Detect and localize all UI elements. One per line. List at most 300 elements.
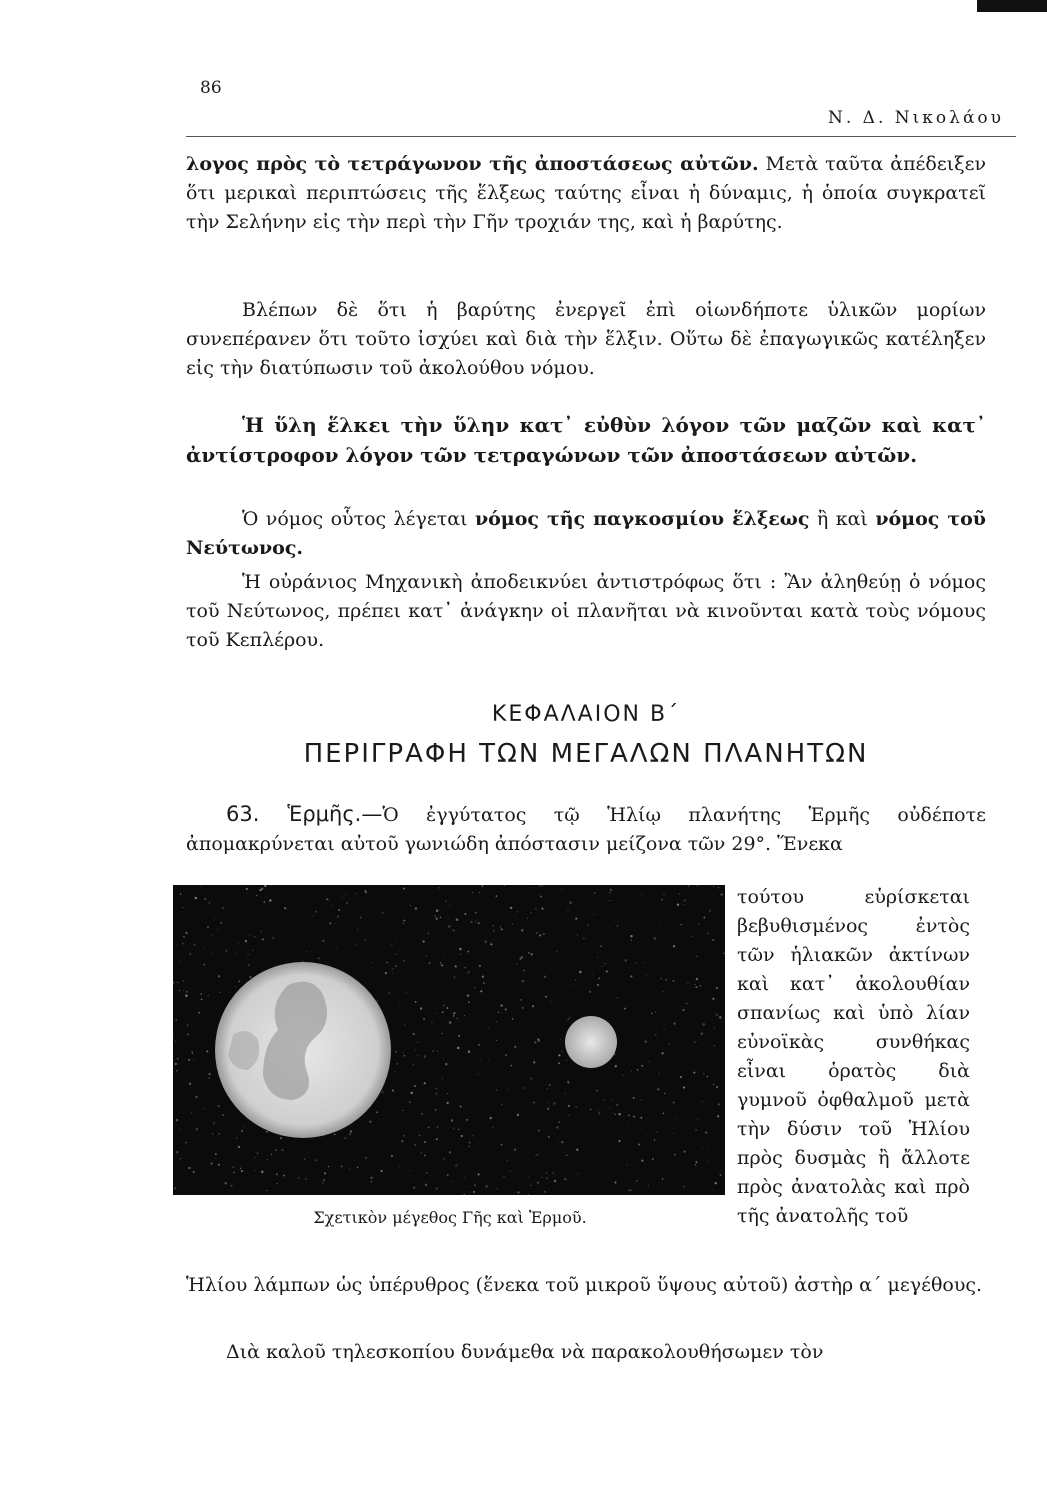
star-speck xyxy=(488,1028,489,1029)
star-speck xyxy=(204,947,205,948)
star-speck xyxy=(533,1061,535,1063)
star-speck xyxy=(188,1059,190,1061)
star-speck xyxy=(666,1061,667,1062)
star-speck xyxy=(655,1011,656,1012)
star-speck xyxy=(247,954,249,956)
star-speck xyxy=(688,885,690,886)
star-speck xyxy=(454,976,456,978)
wrapped-text-column: τούτου εὑρίσκεται βεβυθισμένος ἐντὸς τῶν ἡλιακῶν ἀκτίνων καὶ κατ᾽ ἀκολουθίαν σπανίως καὶ ὑπὸ λίαν εὐνοϊκὰς συνθήκας εἶναι ὁρατὸς διὰ γυμνοῦ ὀφθαλμοῦ μετὰ τὴν δύσιν τοῦ Ἡλίου πρὸς δυσμὰς ἢ ἄλλοτε πρὸς ἀνατολὰς καὶ πρὸ τῆς ἀνατολῆς τοῦ xyxy=(737,886,970,1227)
star-speck xyxy=(605,1157,606,1158)
star-speck xyxy=(696,956,698,958)
star-speck xyxy=(660,978,662,980)
star-speck xyxy=(435,915,436,916)
star-speck xyxy=(612,1099,613,1100)
star-speck xyxy=(211,935,212,936)
star-speck xyxy=(496,1089,498,1091)
star-speck xyxy=(452,929,454,931)
star-speck xyxy=(530,1077,532,1079)
star-speck xyxy=(509,1004,510,1005)
star-speck xyxy=(318,957,320,959)
star-speck xyxy=(631,940,632,941)
star-speck xyxy=(707,933,709,935)
star-speck xyxy=(455,965,457,967)
star-speck xyxy=(622,1075,624,1077)
star-speck xyxy=(577,934,578,935)
star-speck xyxy=(342,897,343,898)
star-speck xyxy=(175,1019,177,1021)
star-speck xyxy=(451,1181,452,1182)
star-speck xyxy=(640,1117,642,1119)
star-speck xyxy=(218,1164,220,1166)
star-speck xyxy=(403,923,404,924)
star-speck xyxy=(702,1147,703,1148)
star-speck xyxy=(403,1135,404,1136)
star-speck xyxy=(222,907,224,909)
star-speck xyxy=(530,912,532,914)
star-speck xyxy=(229,992,230,993)
star-speck xyxy=(616,1104,618,1106)
star-speck xyxy=(569,1017,570,1018)
star-speck xyxy=(276,1183,277,1184)
star-speck xyxy=(413,1186,416,1189)
running-head xyxy=(186,78,1016,138)
star-speck xyxy=(218,929,219,930)
star-speck xyxy=(673,1101,675,1103)
star-speck xyxy=(614,1113,616,1115)
star-speck xyxy=(323,1179,325,1181)
star-speck xyxy=(703,917,705,919)
header-rule xyxy=(186,136,1016,137)
star-speck xyxy=(410,905,411,906)
star-speck xyxy=(538,1129,540,1131)
star-speck xyxy=(567,1081,569,1083)
star-speck xyxy=(261,1171,264,1174)
star-speck xyxy=(492,925,493,926)
star-speck xyxy=(391,1155,393,1157)
star-speck xyxy=(220,922,222,924)
star-speck xyxy=(706,1076,708,1078)
star-speck xyxy=(597,956,598,957)
star-speck xyxy=(272,937,274,939)
star-speck xyxy=(176,1070,178,1072)
star-speck xyxy=(401,1140,403,1142)
running-title: Ν. Δ. Νικολάου xyxy=(828,108,1004,128)
star-speck xyxy=(635,962,636,963)
star-speck xyxy=(230,1185,232,1187)
star-speck xyxy=(648,1185,649,1186)
star-speck xyxy=(263,901,265,903)
star-speck xyxy=(350,1130,352,1132)
star-speck xyxy=(414,1049,415,1050)
star-speck xyxy=(673,945,675,947)
star-speck xyxy=(480,990,482,992)
star-speck xyxy=(453,1015,455,1017)
star-speck xyxy=(708,1150,709,1151)
star-speck xyxy=(539,885,541,887)
star-speck xyxy=(655,1034,657,1036)
star-speck xyxy=(691,936,692,937)
star-speck xyxy=(204,898,206,900)
star-speck xyxy=(609,1107,610,1108)
star-speck xyxy=(550,1001,551,1002)
paragraph-1-text: Μετὰ ταῦτα ἀπέδειξεν ὅτι μερικαὶ περιπτώσεις τῆς ἕλξεως ταύτης εἶναι ἡ δύναμις, ἡ ὁποία συγκρατεῖ τὴν Σελήνην εἰς τὴν περὶ τὴν Γῆν τροχιάν της, καὶ ἡ βαρύτης. xyxy=(186,153,986,233)
page-number: 86 xyxy=(200,78,222,98)
star-speck xyxy=(395,943,396,944)
star-speck xyxy=(233,1172,235,1174)
star-speck xyxy=(594,914,595,915)
star-speck xyxy=(225,1182,227,1184)
star-speck xyxy=(637,1069,639,1071)
star-speck xyxy=(320,1181,321,1182)
star-speck xyxy=(713,886,714,887)
star-speck xyxy=(403,960,405,962)
star-speck xyxy=(391,944,393,946)
star-speck xyxy=(696,978,698,980)
newton-law-term: νόμος τοῦ Νεύτωνος. xyxy=(186,508,986,559)
star-speck xyxy=(402,1052,403,1053)
star-speck xyxy=(701,1033,703,1035)
star-speck xyxy=(597,1110,598,1111)
star-speck xyxy=(478,1173,480,1175)
star-speck xyxy=(437,1050,438,1051)
star-speck xyxy=(468,1001,470,1003)
star-speck xyxy=(641,1100,642,1101)
star-speck xyxy=(646,974,647,975)
star-speck xyxy=(661,1052,663,1054)
star-speck xyxy=(478,922,480,924)
star-speck xyxy=(514,1149,516,1151)
star-speck xyxy=(695,986,697,988)
star-speck xyxy=(186,991,188,993)
star-speck xyxy=(546,1178,547,1179)
star-speck xyxy=(501,928,503,930)
star-speck xyxy=(475,921,476,922)
star-speck xyxy=(424,1055,426,1057)
star-speck xyxy=(436,1138,438,1140)
star-speck xyxy=(376,1111,378,1113)
star-speck xyxy=(504,885,505,886)
star-speck xyxy=(395,1051,396,1052)
star-speck xyxy=(447,1174,449,1176)
star-speck xyxy=(469,1146,470,1147)
star-speck xyxy=(474,1184,476,1186)
star-speck xyxy=(695,1164,696,1165)
star-speck xyxy=(302,961,303,962)
star-speck xyxy=(252,949,254,951)
star-speck xyxy=(337,916,339,918)
star-speck xyxy=(507,1160,508,1161)
star-speck xyxy=(673,1022,675,1024)
star-speck xyxy=(212,953,213,954)
star-speck xyxy=(614,1181,616,1183)
star-speck xyxy=(705,1131,707,1133)
chapter-title: ΠΕΡΙΓΡΑΦΗ ΤΩΝ ΜΕΓΑΛΩΝ ΠΛΑΝΗΤΩΝ xyxy=(303,739,869,769)
star-speck xyxy=(435,1109,436,1110)
star-speck xyxy=(505,1054,507,1056)
star-speck xyxy=(443,1058,444,1059)
star-speck xyxy=(298,1177,299,1178)
star-speck xyxy=(695,984,696,985)
star-speck xyxy=(628,1115,630,1117)
star-speck xyxy=(677,904,679,906)
star-speck xyxy=(176,1151,179,1154)
star-speck xyxy=(558,1121,560,1123)
section-63-continuation: Ἡλίου λάμπων ὡς ὑπέρυθρος (ἕνεκα τοῦ μικροῦ ὕψους αὐτοῦ) ἀστὴρ α΄ μεγέθους. xyxy=(186,1274,983,1296)
star-speck xyxy=(459,948,462,951)
star-speck xyxy=(392,968,394,970)
star-speck xyxy=(507,1089,508,1090)
star-speck xyxy=(183,980,185,982)
star-speck xyxy=(652,1158,654,1160)
star-speck xyxy=(709,986,710,987)
star-speck xyxy=(541,1177,542,1178)
star-speck xyxy=(345,1137,347,1139)
star-speck xyxy=(627,1126,628,1127)
star-speck xyxy=(481,885,484,887)
star-speck xyxy=(413,1064,414,1065)
star-speck xyxy=(189,1083,191,1085)
star-speck xyxy=(631,1071,632,1072)
star-speck xyxy=(514,1046,516,1048)
star-speck xyxy=(448,925,450,927)
star-speck xyxy=(539,934,541,936)
star-speck xyxy=(370,1177,373,1180)
star-speck xyxy=(479,965,481,967)
star-speck xyxy=(244,1126,245,1127)
star-speck xyxy=(187,1024,188,1025)
star-speck xyxy=(191,1113,192,1114)
star-speck xyxy=(198,1012,200,1014)
star-speck xyxy=(464,967,466,969)
star-speck xyxy=(714,1028,715,1029)
star-speck xyxy=(457,1047,460,1050)
star-speck xyxy=(266,1190,268,1192)
star-speck xyxy=(174,1187,176,1189)
star-speck xyxy=(461,1135,463,1137)
star-speck xyxy=(264,885,266,887)
star-speck xyxy=(173,982,174,984)
star-speck xyxy=(413,1033,415,1035)
star-speck xyxy=(206,1050,208,1052)
star-speck xyxy=(328,1166,329,1167)
star-speck xyxy=(561,1141,564,1144)
star-speck xyxy=(566,1155,567,1156)
star-speck xyxy=(516,963,518,965)
star-speck xyxy=(521,929,523,931)
star-speck xyxy=(260,931,261,932)
star-speck xyxy=(189,953,191,955)
star-speck xyxy=(657,1088,659,1090)
star-speck xyxy=(399,1166,400,1167)
star-speck xyxy=(335,1194,336,1195)
star-speck xyxy=(501,1144,503,1146)
star-speck xyxy=(195,1096,198,1099)
star-speck xyxy=(255,1170,256,1171)
star-speck xyxy=(261,888,263,890)
star-speck xyxy=(371,962,372,963)
star-speck xyxy=(233,1166,235,1168)
star-speck xyxy=(522,980,525,983)
star-speck xyxy=(718,1103,720,1105)
star-speck xyxy=(467,972,468,973)
star-speck xyxy=(472,892,473,893)
star-speck xyxy=(505,1008,507,1010)
star-speck xyxy=(684,904,685,905)
star-speck xyxy=(590,1109,592,1111)
star-speck xyxy=(185,1142,186,1143)
star-speck xyxy=(485,1185,487,1187)
star-speck xyxy=(496,1040,497,1041)
star-speck xyxy=(207,926,209,928)
star-speck xyxy=(657,1132,658,1133)
star-speck xyxy=(360,916,362,918)
star-speck xyxy=(515,915,516,916)
star-speck xyxy=(473,1191,475,1193)
star-speck xyxy=(187,1033,189,1035)
star-speck xyxy=(369,1121,371,1123)
star-speck xyxy=(276,1173,278,1175)
star-speck xyxy=(578,1173,579,1174)
star-speck xyxy=(606,971,608,973)
star-speck xyxy=(573,984,574,985)
star-speck xyxy=(429,962,431,964)
star-speck xyxy=(183,990,184,991)
star-speck xyxy=(663,1028,664,1029)
star-speck xyxy=(349,1168,350,1169)
star-speck xyxy=(537,1181,539,1183)
star-speck xyxy=(609,892,611,894)
star-speck xyxy=(684,1151,686,1153)
star-speck xyxy=(456,918,459,921)
star-speck xyxy=(452,1121,453,1122)
figure-illustration xyxy=(173,885,725,1195)
star-speck xyxy=(238,943,239,944)
star-speck xyxy=(633,1116,635,1118)
star-speck xyxy=(716,1086,718,1088)
star-speck xyxy=(403,1055,405,1057)
star-speck xyxy=(200,993,201,994)
star-speck xyxy=(536,932,538,934)
star-speck xyxy=(630,975,632,977)
star-speck xyxy=(266,896,267,897)
star-speck xyxy=(683,1087,685,1089)
star-speck xyxy=(466,1119,468,1121)
star-speck xyxy=(470,921,472,923)
star-speck xyxy=(496,1021,497,1022)
star-speck xyxy=(668,1043,670,1045)
star-speck xyxy=(700,985,702,987)
star-speck xyxy=(644,962,645,963)
star-speck xyxy=(334,923,335,924)
star-speck xyxy=(712,998,714,1000)
star-speck xyxy=(180,1158,182,1160)
universal-gravitation-term: νόμος τῆς παγκοσμίου ἕλξεως xyxy=(474,508,810,530)
star-speck xyxy=(558,1062,560,1064)
star-speck xyxy=(182,907,183,908)
star-speck xyxy=(709,973,710,974)
star-speck xyxy=(478,1044,480,1046)
star-speck xyxy=(558,1054,560,1056)
star-speck xyxy=(556,950,557,951)
star-speck xyxy=(185,932,187,934)
star-speck xyxy=(447,1102,449,1104)
star-speck xyxy=(455,1164,458,1167)
paragraph-4 xyxy=(186,505,986,563)
star-speck xyxy=(445,900,446,901)
star-speck xyxy=(682,1009,684,1011)
star-speck xyxy=(182,943,184,945)
star-speck xyxy=(436,918,438,920)
star-speck xyxy=(396,953,398,955)
star-speck xyxy=(414,1144,416,1146)
star-speck xyxy=(445,1063,448,1066)
star-speck xyxy=(694,1041,696,1043)
star-speck xyxy=(357,929,358,930)
star-speck xyxy=(282,1149,284,1151)
star-speck xyxy=(522,1007,524,1009)
star-speck xyxy=(420,1007,422,1009)
star-speck xyxy=(517,1191,519,1193)
mercury-disc xyxy=(565,1016,617,1068)
star-speck xyxy=(444,1158,446,1160)
star-speck xyxy=(275,1149,277,1151)
star-speck xyxy=(603,1099,604,1100)
star-speck xyxy=(442,976,443,977)
star-speck xyxy=(698,924,699,925)
paragraph-4-text-c: ἢ καὶ xyxy=(809,508,876,530)
star-speck xyxy=(684,900,686,902)
star-speck xyxy=(626,1164,627,1165)
star-speck xyxy=(208,995,209,996)
star-speck xyxy=(641,1159,643,1161)
star-speck xyxy=(659,925,660,926)
star-speck xyxy=(200,885,201,886)
star-speck xyxy=(388,992,389,993)
paragraph-4-text-a: Ὁ νόμος οὗτος λέγεται xyxy=(242,508,475,530)
star-speck xyxy=(437,1126,438,1127)
star-speck xyxy=(349,1133,351,1135)
star-speck xyxy=(449,918,450,919)
star-speck xyxy=(648,1061,649,1062)
star-speck xyxy=(196,1128,199,1131)
star-speck xyxy=(180,893,182,895)
star-speck xyxy=(177,982,178,983)
star-speck xyxy=(284,907,286,909)
star-speck xyxy=(534,887,535,888)
star-speck xyxy=(489,1117,491,1119)
star-speck xyxy=(212,1134,213,1135)
star-speck xyxy=(611,900,612,901)
star-speck xyxy=(404,1024,406,1026)
earth-mercury-figure xyxy=(173,885,725,1195)
star-speck xyxy=(380,1170,382,1172)
star-speck xyxy=(313,915,314,916)
star-speck xyxy=(680,924,681,925)
star-speck xyxy=(468,1141,470,1143)
star-speck xyxy=(180,961,181,962)
star-speck xyxy=(695,1161,697,1163)
star-speck xyxy=(193,1171,195,1173)
star-speck xyxy=(641,1065,643,1067)
star-speck xyxy=(341,1165,343,1167)
star-speck xyxy=(602,966,603,967)
star-speck xyxy=(538,1040,540,1042)
star-speck xyxy=(424,1146,425,1147)
star-speck xyxy=(703,1023,706,1026)
star-speck xyxy=(409,1101,411,1103)
star-speck xyxy=(480,1060,481,1061)
star-speck xyxy=(534,1041,536,1043)
